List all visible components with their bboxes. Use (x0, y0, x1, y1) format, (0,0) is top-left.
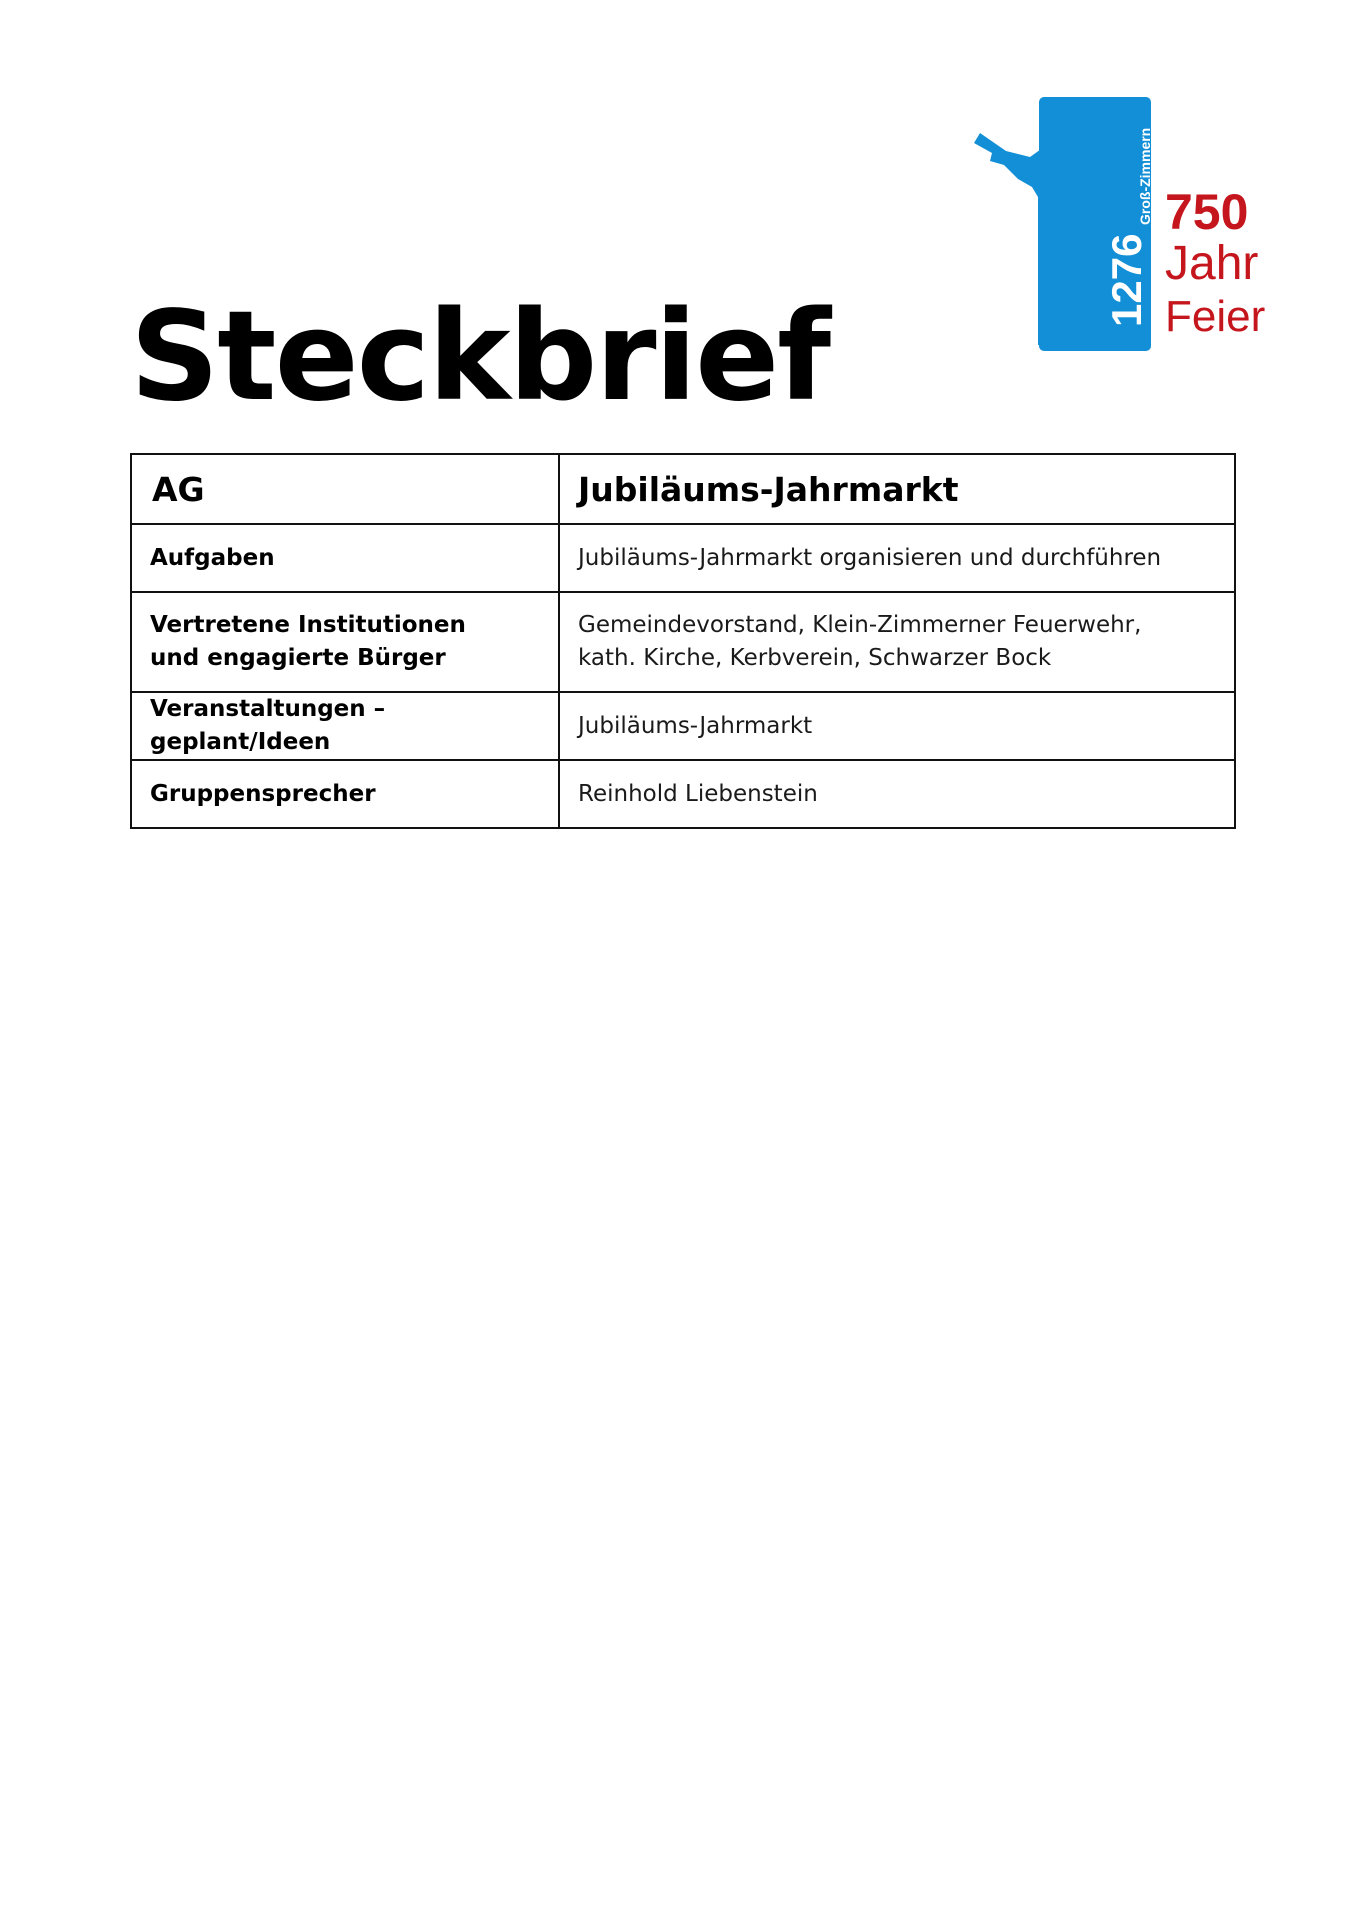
row-label-line: Gruppensprecher (150, 780, 376, 807)
header-label-cell: AG (131, 454, 559, 524)
logo-750-text: 750 (1165, 184, 1249, 240)
logo-jahr-text: Jahr (1165, 237, 1259, 290)
table-row (131, 592, 1235, 692)
table-row (131, 760, 1235, 828)
row-label-line: Vertretene Institutionen (150, 612, 466, 638)
row-label-cell (131, 524, 559, 592)
row-label-line: Aufgaben (150, 544, 275, 571)
row-value-line: Jubiläums-Jahrmarkt (578, 712, 813, 739)
row-label-cell (131, 760, 559, 828)
row-value-cell (559, 524, 1235, 592)
table-row (131, 692, 1235, 760)
table-row (131, 524, 1235, 592)
row-label-line: Veranstaltungen – geplant/Ideen (150, 696, 386, 755)
row-label-line: und engagierte Bürger (150, 645, 446, 671)
logo-feier-text: Feier (1165, 292, 1266, 341)
logo-year-text: 1276 (1103, 233, 1150, 327)
row-value-cell (559, 692, 1235, 760)
row-value-line: Gemeindevorstand, Klein-Zimmerner Feuerwehr, (578, 612, 1142, 638)
profile-table (130, 453, 1236, 829)
row-value-line: kath. Kirche, Kerbverein, Schwarzer Bock (578, 645, 1052, 671)
anniversary-logo (960, 95, 1280, 355)
row-value-cell (559, 760, 1235, 828)
row-value-cell (559, 592, 1235, 692)
row-label-cell (131, 692, 559, 760)
logo-place-text: Groß-Zimmern (1137, 127, 1153, 225)
header-value-cell: Jubiläums-Jahrmarkt (559, 454, 1235, 524)
row-label-cell (131, 592, 559, 692)
row-value-line: Jubiläums-Jahrmarkt organisieren und durchführen (578, 544, 1162, 571)
table-header-row (131, 454, 1235, 524)
row-value-line: Reinhold Liebenstein (578, 780, 818, 807)
page-title: Steckbrief (130, 285, 830, 430)
